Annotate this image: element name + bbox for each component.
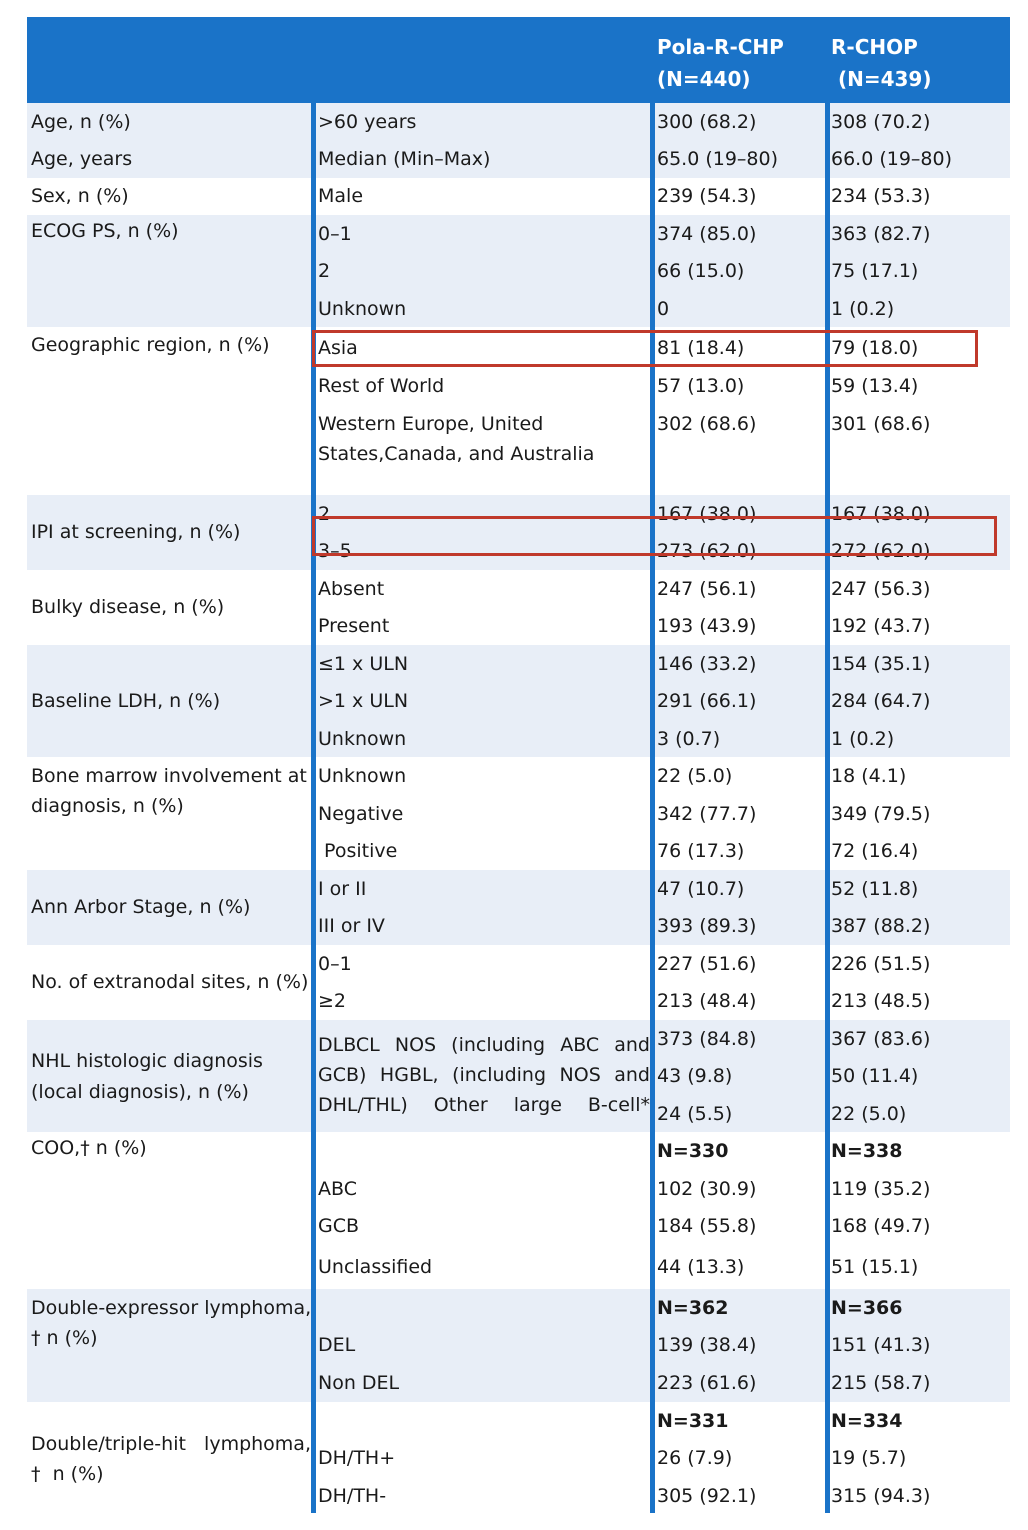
pola-value: 239 (54.3) — [657, 185, 757, 207]
rchop-value: 19 (5.7) — [831, 1447, 907, 1469]
pola-value: 273 (62.0) — [657, 540, 757, 562]
row-category: 2 — [318, 260, 331, 282]
rchop-value: 154 (35.1) — [831, 653, 931, 675]
rchop-n: N=338 — [831, 1140, 903, 1162]
row-category: DH/TH+ — [318, 1447, 396, 1469]
rchop-value: 213 (48.5) — [831, 990, 931, 1012]
pola-value: 300 (68.2) — [657, 111, 757, 133]
pola-value: 26 (7.9) — [657, 1447, 733, 1469]
pola-value: 227 (51.6) — [657, 953, 757, 975]
row-label: Double/triple-hit lymphoma, † n (%) — [31, 1433, 311, 1485]
column-divider — [650, 103, 655, 1513]
rchop-value: 18 (4.1) — [831, 765, 907, 787]
row-label: IPI at screening, n (%) — [31, 521, 241, 543]
pola-value: 342 (77.7) — [657, 803, 757, 825]
row-category: Non DEL — [318, 1372, 400, 1394]
pola-n: N=330 — [657, 1140, 729, 1162]
row-category: 2 — [318, 503, 331, 525]
rchop-value: 119 (35.2) — [831, 1178, 931, 1200]
rchop-value: 301 (68.6) — [831, 413, 931, 435]
rchop-value: 367 (83.6) — [831, 1028, 931, 1050]
row-category: Male — [318, 185, 364, 207]
pola-value: 44 (13.3) — [657, 1256, 745, 1278]
row-category: Positive — [318, 840, 398, 862]
table-header — [27, 17, 1010, 103]
row-label: Bone marrow involvement at diagnosis, n (%) — [31, 765, 307, 817]
row-category: Asia — [318, 337, 358, 359]
pola-value: 76 (17.3) — [657, 840, 745, 862]
row-label: No. of extranodal sites, n (%) — [31, 971, 309, 993]
pola-value: 65.0 (19–80) — [657, 148, 779, 170]
rchop-value: 72 (16.4) — [831, 840, 919, 862]
row-label: Bulky disease, n (%) — [31, 596, 225, 618]
rchop-value: 192 (43.7) — [831, 615, 931, 637]
rchop-value: 151 (41.3) — [831, 1334, 931, 1356]
row-category: I or II — [318, 878, 367, 900]
pola-value: 139 (38.4) — [657, 1334, 757, 1356]
row-label: Geographic region, n (%) — [31, 334, 270, 356]
row-category: ≥2 — [318, 990, 347, 1012]
row-label: Age, n (%) — [31, 111, 131, 133]
pola-value: 167 (38.0) — [657, 503, 757, 525]
highlight-box-ipi — [312, 516, 997, 556]
pola-n: N=362 — [657, 1297, 729, 1319]
row-category: Unclassified — [318, 1256, 433, 1278]
row-category: GCB — [318, 1215, 360, 1237]
pola-value: 213 (48.4) — [657, 990, 757, 1012]
row-category: Rest of World — [318, 375, 445, 397]
rchop-value: 226 (51.5) — [831, 953, 931, 975]
row-category: DEL — [318, 1334, 356, 1356]
rchop-value: 349 (79.5) — [831, 803, 931, 825]
row-category: 0–1 — [318, 223, 352, 245]
row-group-ecog — [27, 215, 1010, 327]
row-label: COO,† n (%) — [31, 1137, 147, 1159]
pola-value: 57 (13.0) — [657, 375, 745, 397]
row-label: Ann Arbor Stage, n (%) — [31, 896, 251, 918]
rchop-value: 1 (0.2) — [831, 298, 895, 320]
row-category: ABC — [318, 1178, 357, 1200]
row-category: III or IV — [318, 915, 385, 937]
rchop-value: 79 (18.0) — [831, 337, 919, 359]
row-category: Unknown — [318, 298, 407, 320]
rchop-value: 387 (88.2) — [831, 915, 931, 937]
pola-n: N=331 — [657, 1410, 729, 1432]
pola-value: 47 (10.7) — [657, 878, 745, 900]
rchop-value: 284 (64.7) — [831, 690, 931, 712]
rchop-value: 50 (11.4) — [831, 1065, 919, 1087]
rchop-value: 215 (58.7) — [831, 1372, 931, 1394]
row-category: Present — [318, 615, 390, 637]
pola-value: 102 (30.9) — [657, 1178, 757, 1200]
pola-value: 305 (92.1) — [657, 1485, 757, 1507]
column-header-r-chop: R-CHOP (N=439) — [831, 35, 932, 91]
row-label: Double-expressor lymphoma, † n (%) — [31, 1297, 312, 1349]
row-category: Negative — [318, 803, 404, 825]
row-label: Baseline LDH, n (%) — [31, 690, 221, 712]
row-group-ann-arbor — [27, 870, 1010, 945]
row-category: Median (Min–Max) — [318, 148, 491, 170]
rchop-value: 308 (70.2) — [831, 111, 931, 133]
rchop-value: 52 (11.8) — [831, 878, 919, 900]
pola-value: 373 (84.8) — [657, 1028, 757, 1050]
row-group-sex — [27, 178, 1010, 215]
row-group-bone-marrow — [27, 757, 1010, 870]
row-label: Sex, n (%) — [31, 185, 129, 207]
highlight-box-asia — [312, 330, 978, 367]
pola-value: 302 (68.6) — [657, 413, 757, 435]
row-category: Unknown — [318, 728, 407, 750]
pola-value: 66 (15.0) — [657, 260, 745, 282]
rchop-value: 363 (82.7) — [831, 223, 931, 245]
row-category: 0–1 — [318, 953, 352, 975]
rchop-n: N=334 — [831, 1410, 903, 1432]
rchop-value: 315 (94.3) — [831, 1485, 931, 1507]
pola-value: 22 (5.0) — [657, 765, 733, 787]
pola-value: 223 (61.6) — [657, 1372, 757, 1394]
row-group-nhl-histologic — [27, 1020, 1010, 1132]
row-category: >1 x ULN — [318, 690, 409, 712]
row-label: NHL histologic diagnosis (local diagnosis), n (%) — [31, 1050, 263, 1103]
rchop-value: 247 (56.3) — [831, 578, 931, 600]
pola-value: 0 — [657, 298, 670, 320]
row-group-bulky — [27, 570, 1010, 645]
rchop-n: N=366 — [831, 1297, 903, 1319]
pola-value: 184 (55.8) — [657, 1215, 757, 1237]
rchop-value: 22 (5.0) — [831, 1103, 907, 1125]
rchop-value: 1 (0.2) — [831, 728, 895, 750]
rchop-value: 66.0 (19–80) — [831, 148, 953, 170]
row-group-age-years — [27, 141, 1010, 178]
row-category: Unknown — [318, 765, 407, 787]
pola-value: 374 (85.0) — [657, 223, 757, 245]
pola-value: 247 (56.1) — [657, 578, 757, 600]
rchop-value: 272 (62.0) — [831, 540, 931, 562]
column-divider — [825, 103, 830, 1513]
pola-value: 393 (89.3) — [657, 915, 757, 937]
row-category: 3–5 — [318, 540, 352, 562]
row-group-coo — [27, 1132, 1010, 1289]
row-label: Age, years — [31, 148, 133, 170]
rchop-value: 167 (38.0) — [831, 503, 931, 525]
pola-value: 43 (9.8) — [657, 1065, 733, 1087]
pola-value: 3 (0.7) — [657, 728, 721, 750]
row-group-age — [27, 103, 1010, 141]
row-group-double-expressor — [27, 1289, 1010, 1402]
row-label: ECOG PS, n (%) — [31, 220, 179, 242]
row-category: DLBCL NOS (including ABC and GCB) HGBL, (including NOS and DHL/THL) Other large B-cell* — [318, 1034, 650, 1116]
pola-value: 193 (43.9) — [657, 615, 757, 637]
column-header-pola-r-chp: Pola-R-CHP (N=440) — [657, 35, 784, 91]
row-category: DH/TH- — [318, 1485, 387, 1507]
row-category: >60 years — [318, 111, 417, 133]
rchop-value: 51 (15.1) — [831, 1256, 919, 1278]
pola-value: 146 (33.2) — [657, 653, 757, 675]
pola-value: 81 (18.4) — [657, 337, 745, 359]
rchop-value: 59 (13.4) — [831, 375, 919, 397]
row-category: Western Europe, United States,Canada, and Australia — [318, 413, 595, 465]
pola-value: 291 (66.1) — [657, 690, 757, 712]
column-divider — [311, 103, 316, 1513]
rchop-value: 168 (49.7) — [831, 1215, 931, 1237]
row-category: Absent — [318, 578, 385, 600]
row-group-ldh — [27, 645, 1010, 757]
pola-value: 24 (5.5) — [657, 1103, 733, 1125]
rchop-value: 75 (17.1) — [831, 260, 919, 282]
row-category: ≤1 x ULN — [318, 653, 409, 675]
row-group-extranodal — [27, 945, 1010, 1020]
rchop-value: 234 (53.3) — [831, 185, 931, 207]
row-group-double-triple-hit — [27, 1402, 1010, 1515]
